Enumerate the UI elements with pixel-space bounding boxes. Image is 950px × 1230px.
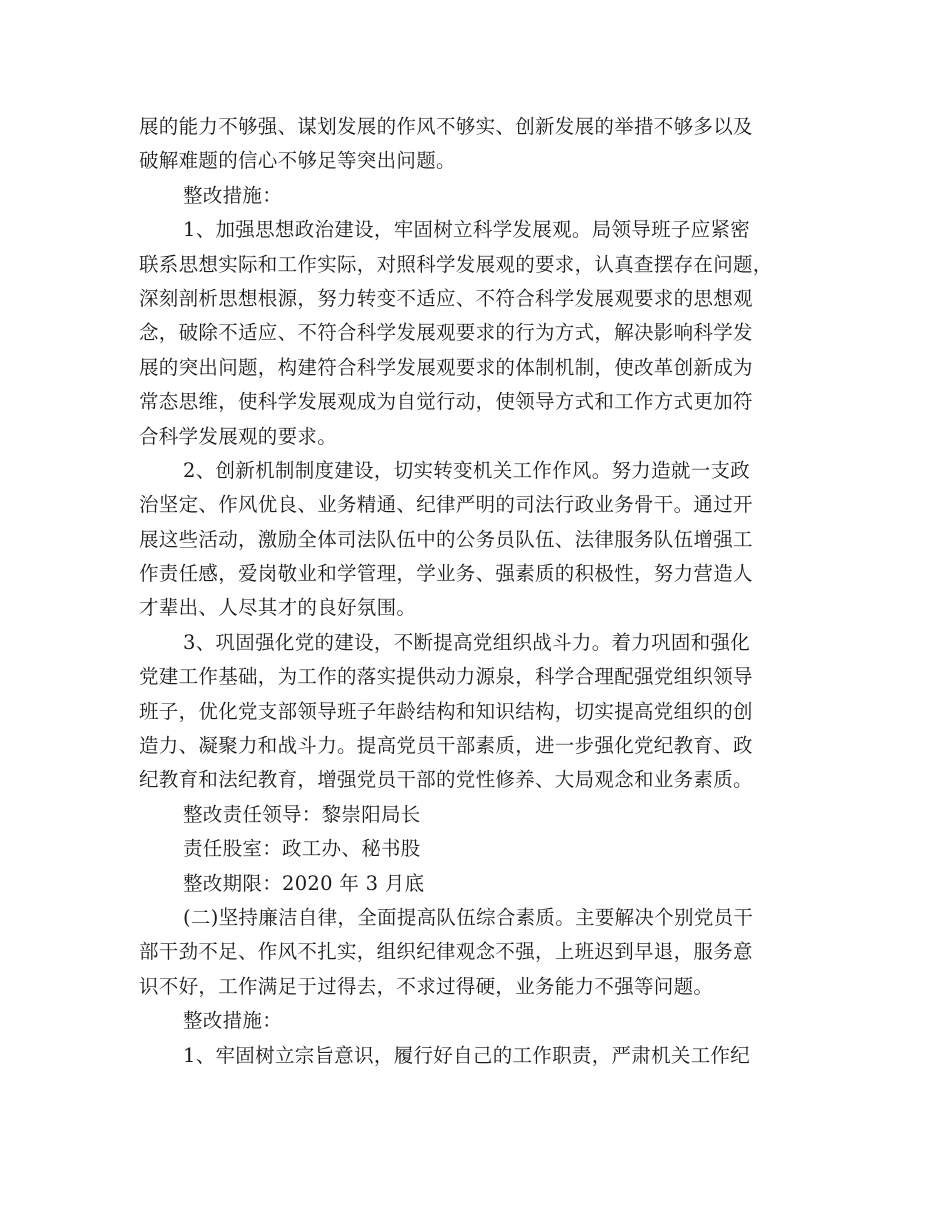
text-line: 2、创新机制制度建设，切实转变机关工作作风。努力造就一支政	[183, 458, 751, 482]
text-line: 展的能力不够强、谋划发展的作风不够实、创新发展的举措不够多以及	[139, 115, 753, 138]
text-line: 造力、凝聚力和战斗力。提高党员干部素质，进一步强化党纪教育、政	[139, 734, 753, 758]
text-line: 部干劲不足、作风不扎实，组织纪律观念不强，上班迟到早退，服务意	[139, 940, 753, 964]
text-line: 班子，优化党支部领导班子年龄结构和知识结构，切实提高党组织的创	[139, 699, 753, 723]
text-line: 1、牢固树立宗旨意识，履行好自己的工作职责，严肃机关工作纪	[183, 1043, 751, 1067]
text-line: (二)坚持廉洁自律，全面提高队伍综合素质。主要解决个别党员干	[183, 905, 754, 929]
text-line: 常态思维，使科学发展观成为自觉行动，使领导方式和工作方式更加符	[139, 390, 753, 414]
text-line: 整改期限：2020 年 3 月底	[183, 871, 425, 895]
text-line: 念，破除不适应、不符合科学发展观要求的行为方式，解决影响科学发	[139, 321, 753, 345]
text-line: 联系思想实际和工作实际，对照科学发展观的要求，认真查摆存在问题，	[139, 252, 773, 276]
text-line: 纪教育和法纪教育，增强党员干部的党性修养、大局观念和业务素质。	[139, 768, 753, 792]
text-line: 3、巩固强化党的建设，不断提高党组织战斗力。着力巩固和强化	[183, 630, 751, 654]
text-line: 整改措施：	[183, 183, 283, 207]
text-line: 整改责任领导：黎崇阳局长	[183, 802, 421, 826]
text-line: 合科学发展观的要求。	[139, 424, 338, 448]
text-line: 整改措施：	[183, 1009, 283, 1033]
text-line: 责任股室：政工办、秘书股	[183, 837, 421, 861]
document-body	[139, 110, 819, 1073]
text-line: 党建工作基础，为工作的落实提供动力源泉，科学合理配强党组织领导	[139, 665, 753, 689]
text-line: 展的突出问题，构建符合科学发展观要求的体制机制，使改革创新成为	[139, 355, 753, 379]
text-line: 作责任感，爱岗敬业和学管理，学业务、强素质的积极性，努力营造人	[139, 562, 753, 586]
text-line: 深刻剖析思想根源，努力转变不适应、不符合科学发展观要求的思想观	[139, 286, 753, 310]
text-line: 识不好，工作满足于过得去，不求过得硬，业务能力不强等问题。	[139, 974, 714, 998]
text-line: 才辈出、人尽其才的良好氛围。	[139, 596, 417, 620]
text-line: 1、加强思想政治建设，牢固树立科学发展观。局领导班子应紧密	[183, 218, 751, 242]
text-line: 破解难题的信心不够足等突出问题。	[139, 149, 456, 173]
text-line: 展这些活动，激励全体司法队伍中的公务员队伍、法律服务队伍增强工	[139, 527, 753, 551]
text-line: 治坚定、作风优良、业务精通、纪律严明的司法行政业务骨干。通过开	[139, 493, 753, 517]
